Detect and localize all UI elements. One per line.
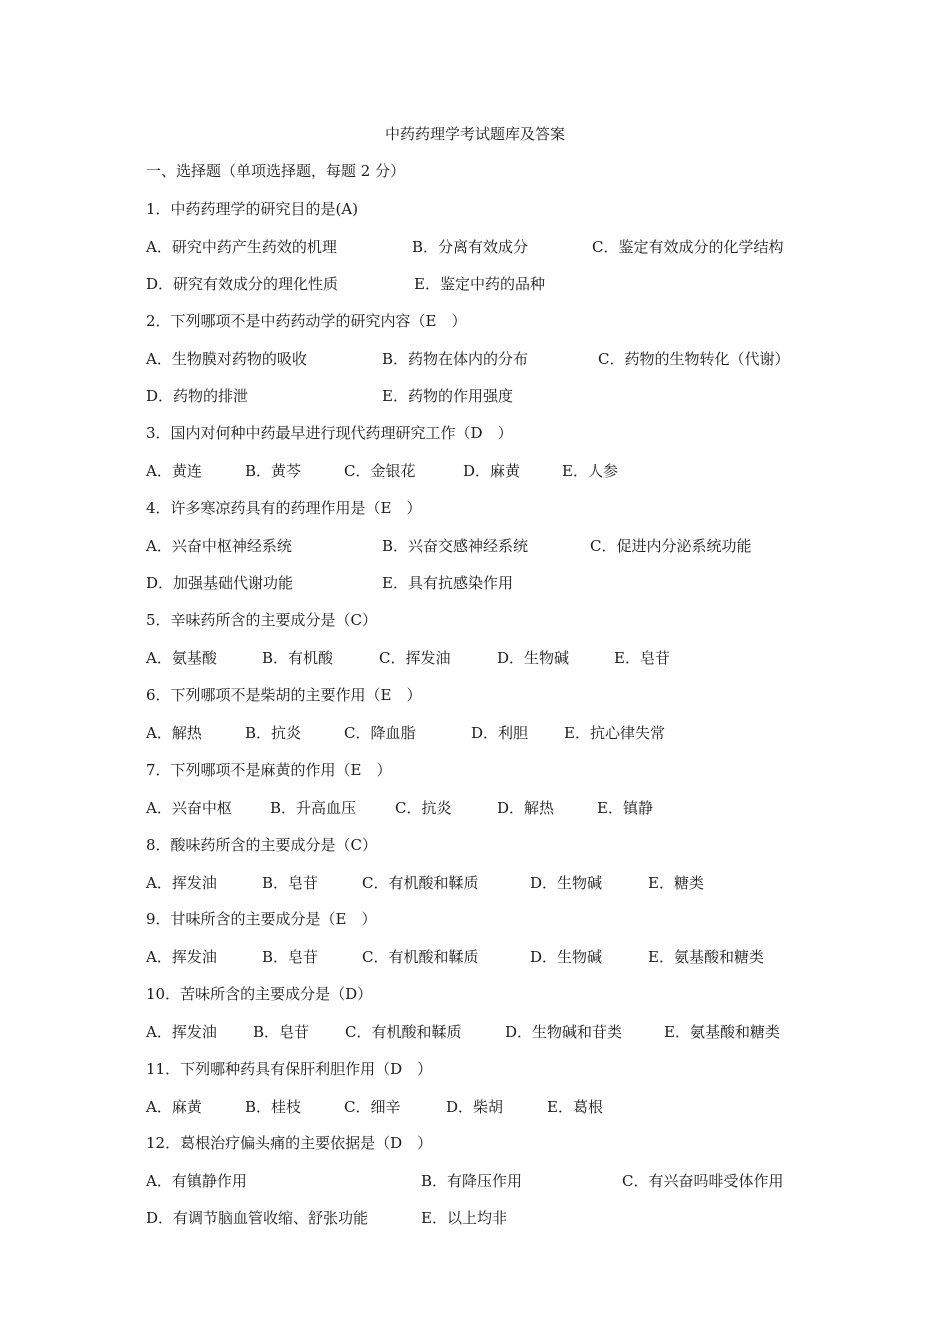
option-e: E．氨基酸和糖类 [648, 947, 764, 966]
option-a: A．生物膜对药物的吸收 [146, 349, 307, 368]
option-e: E．糖类 [648, 873, 704, 892]
option-row [146, 1097, 866, 1117]
option-c: C．有机酸和鞣质 [362, 873, 479, 892]
question-3 [146, 423, 866, 481]
option-e: E．抗心律失常 [564, 723, 665, 742]
option-c: C．细辛 [344, 1097, 401, 1116]
option-c: C．有机酸和鞣质 [362, 947, 479, 966]
question-text: 11．下列哪种药具有保肝利胆作用（D ） [146, 1060, 433, 1078]
option-b: B．药物在体内的分布 [382, 349, 529, 368]
option-row [146, 648, 866, 668]
question-11 [146, 1059, 866, 1117]
option-d: D．有调节脑血管收缩、舒张功能 [146, 1209, 369, 1227]
option-b: B．兴奋交感神经系统 [382, 536, 529, 555]
section-heading: 一、选择题（单项选择题，每题 2 分） [146, 162, 406, 180]
option-c: C．降血脂 [344, 723, 416, 742]
option-row [146, 723, 866, 743]
option-e: E．镇静 [597, 798, 653, 817]
question-6 [146, 685, 866, 743]
option-c: C．抗炎 [395, 798, 452, 817]
option-row [146, 573, 866, 593]
option-e: E．具有抗感染作用 [382, 574, 513, 592]
option-row [146, 461, 866, 481]
option-b: B．皂苷 [253, 1022, 310, 1041]
option-b: B．桂枝 [245, 1097, 302, 1116]
question-12 [146, 1133, 866, 1228]
question-text: 10．苦味所含的主要成分是（D） [146, 985, 373, 1003]
option-d: D．研究有效成分的理化性质 [146, 275, 339, 293]
question-text: 1．中药药理学的研究目的是(A) [146, 200, 359, 218]
option-row [146, 536, 866, 556]
option-c: C．鉴定有效成分的化学结构 [592, 237, 784, 256]
question-2 [146, 311, 866, 406]
option-a: A．有镇静作用 [146, 1171, 247, 1190]
option-d: D．解热 [497, 798, 555, 817]
option-c: C．挥发油 [379, 648, 451, 667]
option-a: A．挥发油 [146, 947, 217, 966]
question-7 [146, 760, 866, 818]
option-b: B．抗炎 [245, 723, 302, 742]
question-text: 5．辛味药所含的主要成分是（C） [146, 611, 378, 629]
option-a: A．麻黄 [146, 1097, 202, 1116]
option-b: B．有机酸 [262, 648, 334, 667]
option-row [146, 274, 866, 294]
question-text: 6．下列哪项不是柴胡的主要作用（E ） [146, 686, 422, 704]
option-b: B．黄芩 [245, 461, 302, 480]
option-d: D．利胆 [471, 723, 529, 742]
option-c: C．药物的生物转化（代谢） [598, 349, 790, 368]
option-e: E．氨基酸和糖类 [664, 1022, 780, 1041]
option-a: A．解热 [146, 723, 202, 742]
option-row [146, 798, 866, 818]
option-row [146, 237, 866, 257]
option-row [146, 1171, 866, 1191]
question-9 [146, 909, 866, 967]
option-row [146, 873, 866, 893]
option-a: A．挥发油 [146, 1022, 217, 1041]
question-text: 9．甘味所含的主要成分是（E ） [146, 910, 377, 928]
option-d: D．生物碱 [530, 947, 603, 966]
option-a: A．兴奋中枢 [146, 798, 232, 817]
option-d: D．生物碱 [497, 648, 570, 667]
option-d: D．生物碱 [530, 873, 603, 892]
option-d: D．药物的排泄 [146, 387, 249, 405]
question-text: 8．酸味药所含的主要成分是（C） [146, 836, 378, 854]
question-text: 2．下列哪项不是中药药动学的研究内容（E ） [146, 312, 467, 330]
document-title: 中药药理学考试题库及答案 [384, 125, 565, 143]
option-b: B．皂苷 [262, 947, 319, 966]
option-a: A．氨基酸 [146, 648, 217, 667]
option-e: E．以上均非 [421, 1209, 507, 1227]
option-row [146, 1022, 866, 1042]
question-1 [146, 199, 866, 294]
option-e: E．人参 [562, 461, 618, 480]
option-a: A．兴奋中枢神经系统 [146, 536, 292, 555]
option-c: C．促进内分泌系统功能 [590, 536, 752, 555]
option-c: C．金银花 [344, 461, 416, 480]
option-d: D．麻黄 [463, 461, 521, 480]
option-b: B．有降压作用 [421, 1171, 523, 1190]
option-b: B．皂苷 [262, 873, 319, 892]
question-10 [146, 984, 866, 1042]
option-e: E．葛根 [547, 1097, 603, 1116]
question-text: 4．许多寒凉药具有的药理作用是（E ） [146, 499, 422, 517]
question-8 [146, 835, 866, 893]
option-d: D．加强基础代谢功能 [146, 574, 294, 592]
option-a: A．挥发油 [146, 873, 217, 892]
option-row [146, 1208, 866, 1228]
option-e: E．皂苷 [614, 648, 670, 667]
option-d: D．生物碱和苷类 [505, 1022, 623, 1041]
option-b: B．分离有效成分 [412, 237, 529, 256]
option-a: A．黄连 [146, 461, 202, 480]
option-row [146, 386, 866, 406]
option-row [146, 947, 866, 967]
option-e: E．鉴定中药的品种 [414, 275, 545, 293]
option-c: C．有兴奋吗啡受体作用 [622, 1171, 784, 1190]
option-e: E．药物的作用强度 [382, 387, 513, 405]
option-a: A．研究中药产生药效的机理 [146, 237, 337, 256]
option-row [146, 349, 866, 369]
question-text: 7．下列哪项不是麻黄的作用（E ） [146, 761, 392, 779]
question-text: 12．葛根治疗偏头痛的主要依据是（D ） [146, 1134, 433, 1152]
question-text: 3．国内对何种中药最早进行现代药理研究工作（D ） [146, 424, 513, 442]
option-c: C．有机酸和鞣质 [345, 1022, 462, 1041]
option-b: B．升高血压 [270, 798, 357, 817]
question-4 [146, 498, 866, 593]
option-d: D．柴胡 [446, 1097, 504, 1116]
question-5 [146, 610, 866, 668]
